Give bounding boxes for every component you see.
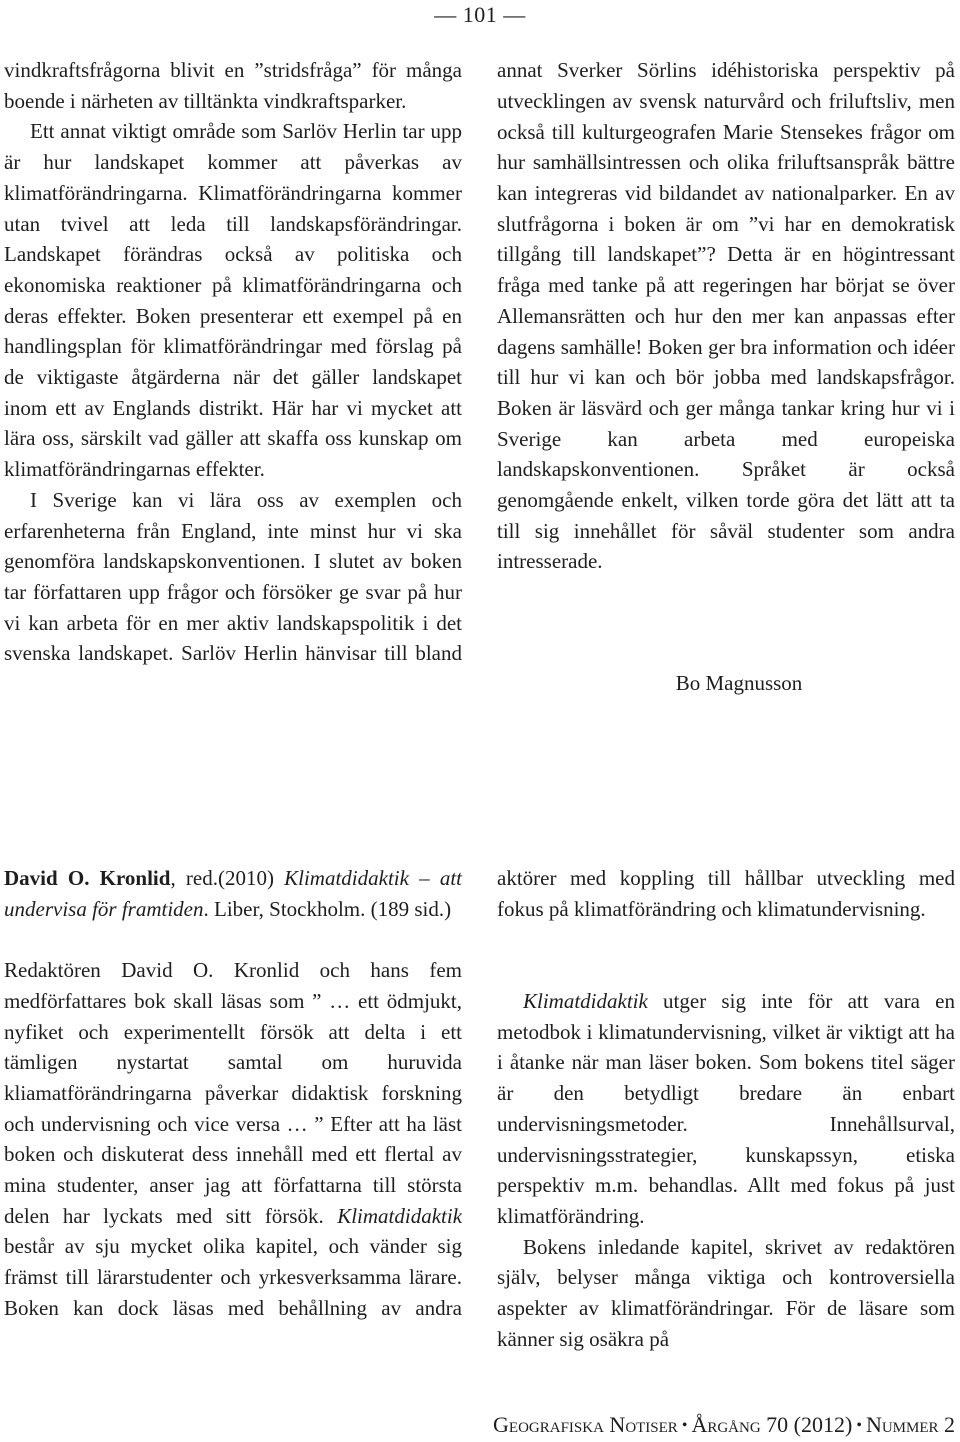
review2-paragraph-3: Bokens inledande kapitel, skrivet av redaktören själv, belyser många viktiga och kontroversiella aspekter av klimatförändringar. För de läsare som känner sig osäkra på [497,1234,955,1351]
review1-continuation [497,55,955,638]
review-author: Bo Magnusson [675,671,803,695]
ref-title: Klimatdidaktik – att undervisa för framtiden [4,866,462,921]
review2-text-3: utger sig inte för att vara en metodbok i klimatundervisning, vilket är viktigt att ha i åtanke när man läser boken. Som bokens titel säger är den betydligt bredare än enbart undervisningsmetoder. Innehållsurval, undervisningsstrategier, kunskapssyn, etiska perspektiv m.m. behandlas. Allt med fokus på just klimatförändring. [497,989,955,1228]
footer-separator-1: • [681,1417,688,1434]
journal-name: Geografiska Notiser [493,1412,678,1437]
review2-column-right [497,863,955,1354]
review2-column-left [4,863,462,1323]
review2-text-1: Redaktören David O. Kronlid och hans fem medförfattares bok skall läsas som ” … ett ödmjukt, nyfiket och experimentellt försök att delta i ett tämligen nystartat samtal om huruvida kliamatförändringarna påverkar didaktisk forskning och undervisning och vice versa … ” Efter att ha läst boken och diskuterat dess innehåll med ett flertal av mina studenter, anser jag att författarna till största delen har lyckats med sitt försök. [4,958,462,1228]
footer-separator-2: • [856,1417,862,1434]
book-reference [4,863,462,924]
review2-paragraph-1 [4,955,462,1323]
review2-text-2: består av sju mycket olika kapitel, och vänder sig främst till lärarstudenter och yrkesverksamma lärare. Boken kan dock läsas med behållning av andra [4,1234,462,1320]
ref-author-first: David O. [4,866,90,890]
review1-paragraph-3-text: I Sverige kan vi lära oss av exemplen och erfarenheterna från England, inte minst hur vi ska genomföra landskapskonventionen. I slutet av boken tar författaren upp frågor och försöker ge svar på hur vi kan arbeta för en mer aktiv landskapspolitik i det svenska landskapet. Sarlöv Herlin hänvisar till bland [4,487,462,666]
ref-author-last: Kronlid [99,866,171,890]
review2-book-title-1: Klimatdidaktik [337,1203,462,1228]
volume-value: 70 (2012) [766,1412,853,1437]
issue-value: 2 [944,1412,955,1437]
volume-label: Årgång [691,1412,761,1437]
review2-book-title-2: Klimatdidaktik [523,989,648,1013]
issue-label: Nummer [865,1412,939,1437]
ref-editor-note: , red.(2010) [170,866,285,890]
review1-paragraph-1: vindkraftsfrågorna blivit en ”stridsfråga” för många boende i närheten av tilltänkta vindkraftsparker. [4,58,462,113]
review1-column-left [4,55,462,669]
page-number: — 101 — [434,2,526,27]
review1-column-right [497,55,955,699]
review1-paragraph-2: Ett annat viktigt område som Sarlöv Herlin tar upp är hur landskapet kommer att påverkas av klimatförändringarna. Klimatförändringarna kommer utan tvivel att leda till landskapsförändringar. Landskapet förändras också av politiska och ekonomiska reaktioner på klimatförändringarna och deras effekter. Boken presenterar ett exempel på en handlingsplan för klimatförändringar med förslag på de viktigaste åtgärderna när det gäller landskapet inom ett av Englands distrikt. Här har vi mycket att lära oss, särskilt vad gäller att skaffa oss kunskap om klimatförändringarnas effekter. [4,119,462,482]
page-number-value: 101 [462,2,498,27]
review2-continuation: aktörer med koppling till hållbar utveckling med fokus på klimatförändring och klimatundervisning. [497,866,955,922]
ref-publisher: . Liber, Stockholm. (189 sid.) [203,896,452,921]
review1-paragraph-3 [4,485,462,669]
review1-paragraph-3-cont: annat Sverker Sörlins idéhistoriska perspektiv på utvecklingen av svensk naturvård och friluftsliv, men också till kulturgeografen Marie Stensekes frågor om hur samhällsintressen och olika friluftsanspråk bättre kan integreras vid bildandet av nationalparker. En av slutfrågorna i boken är om ”vi har en demokratisk tillgång till landskapet”? Detta är en högintressant fråga med tanke på att regeringen har börjat se över Allemansrätten och hur den mer kan anpassas efter dagens samhälle! Boken ger bra information och idéer till hur vi kan och bör jobba med landskapsfrågor. Boken är läsvärd och ger många tankar kring hur vi i Sverige kan arbeta med europeiska landskapskonventionen. Språket är också genomgående enkelt, vilken torde göra det lätt att ta till sig innehållet för såväl studenter som andra intresserade. [497,58,955,574]
journal-footer [493,1412,955,1439]
review2-paragraph-2 [497,986,955,1232]
